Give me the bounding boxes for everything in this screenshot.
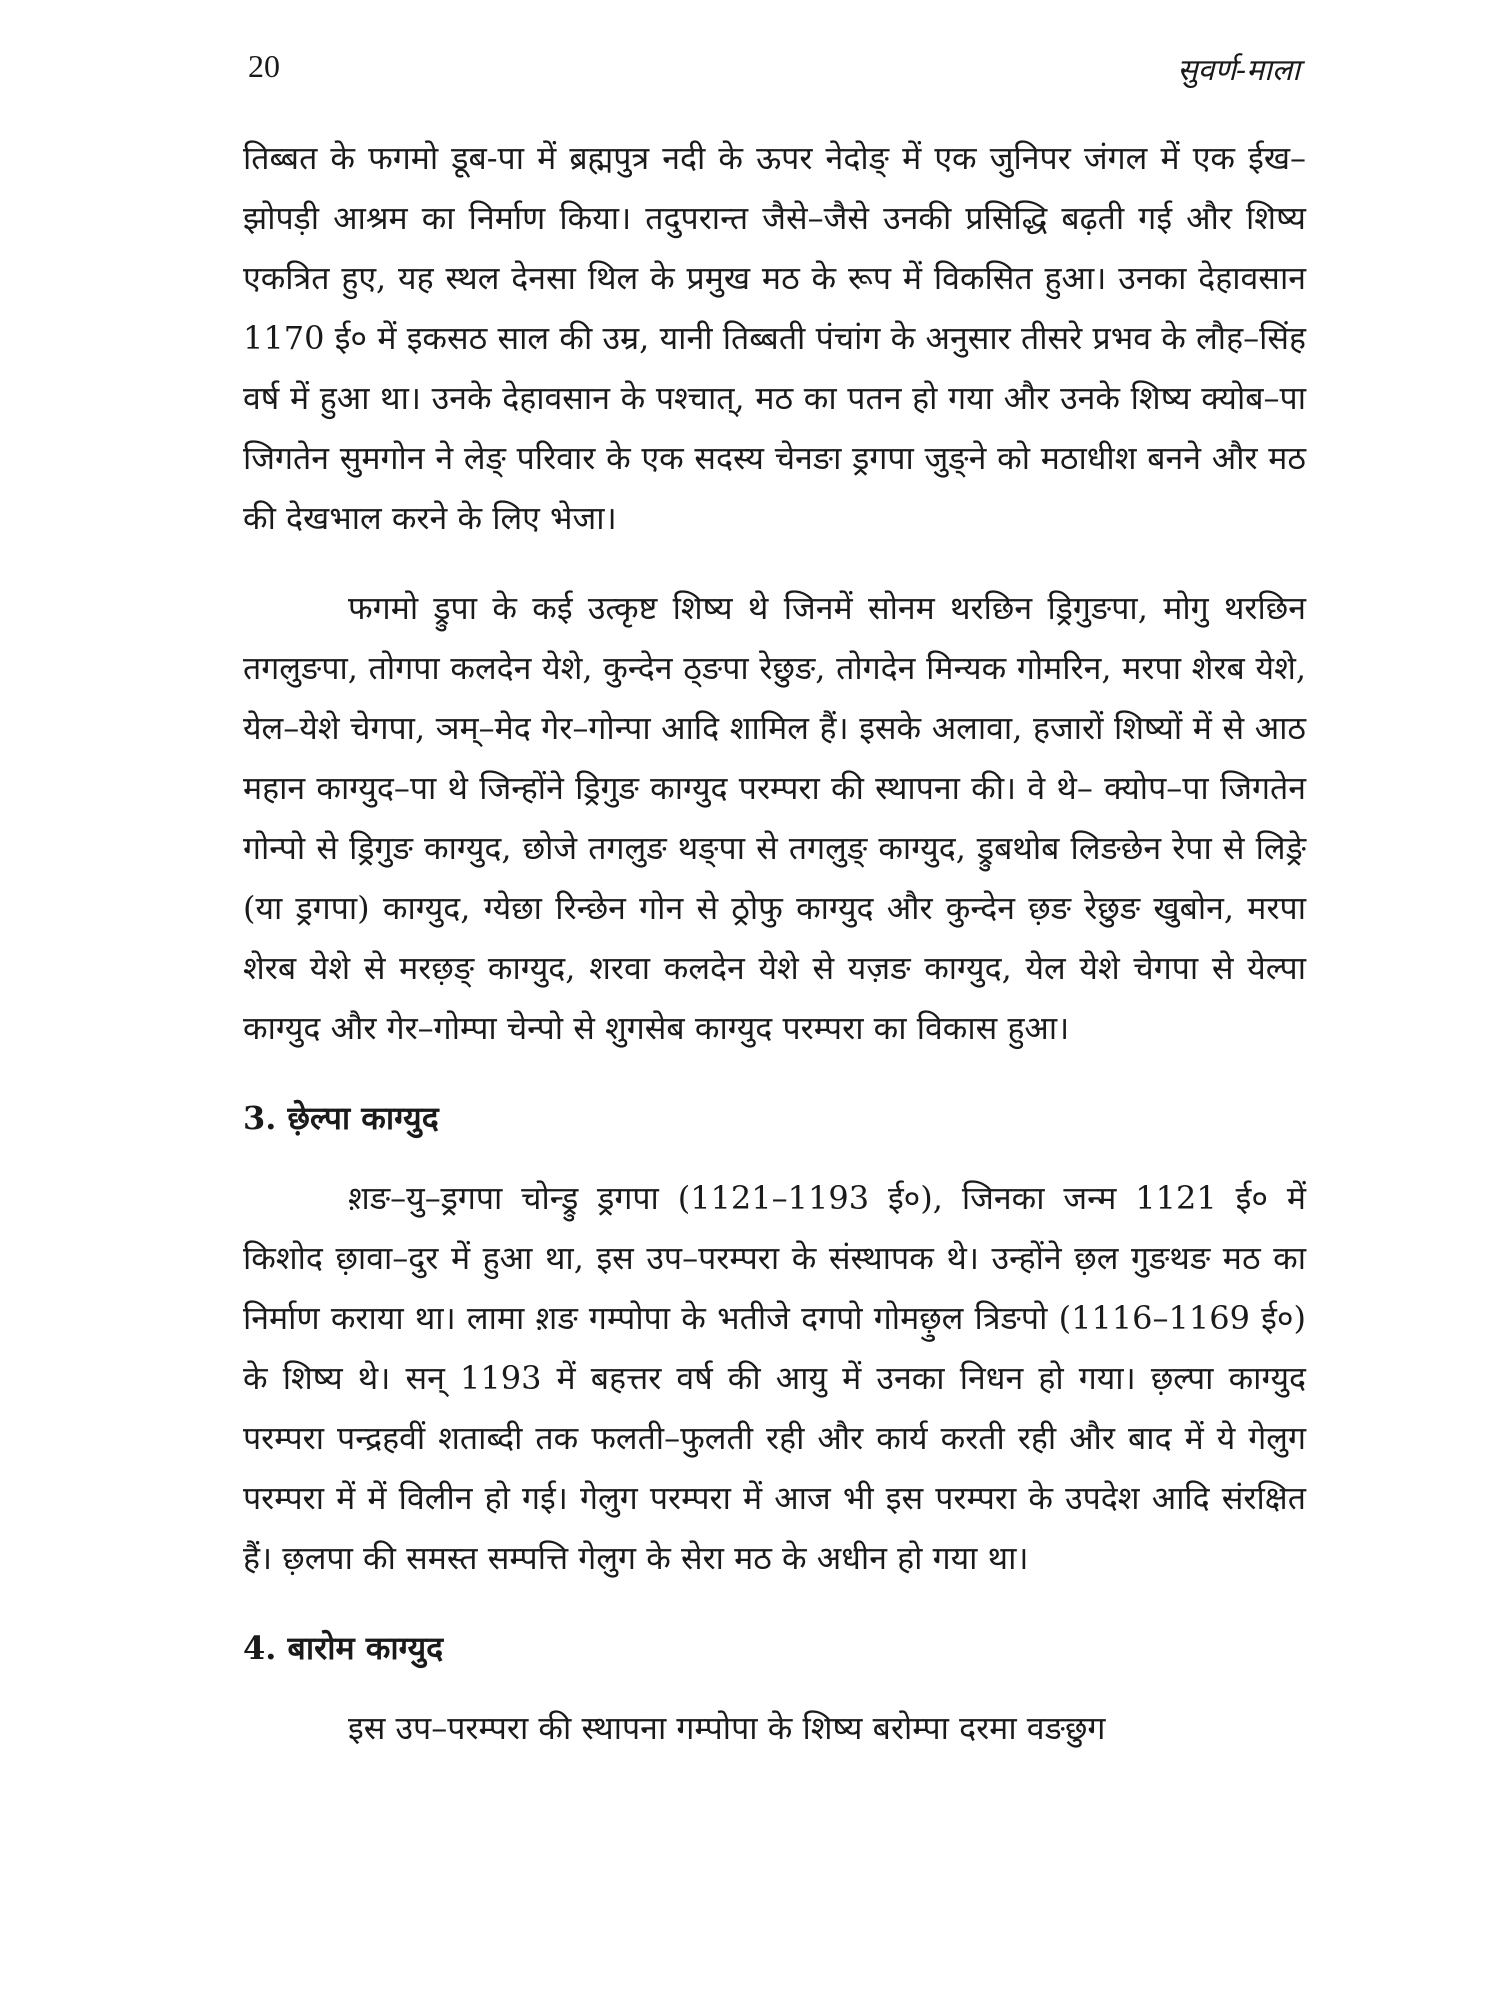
page-header [248, 48, 1300, 98]
running-title: सुवर्ण-माला [1177, 53, 1300, 88]
paragraph-4: इस उप–परम्परा की स्थापना गम्पोपा के शिष्य बरोम्पा दरमा वङछुग [348, 1709, 1106, 1747]
paragraph-1: तिब्बत के फगमो डूब-पा में ब्रह्मपुत्र नदी के ऊपर नेदोङ् में एक जुनिपर जंगल में एक ईख–झोपड़ी आश्रम का निर्माण किया। तदुपरान्त जैसे–जैसे उनकी प्रसिद्धि बढ़ती गई और शिष्य एकत्रित हुए, यह स्थल देनसा थिल के प्रमुख मठ के रूप में विकसित हुआ। उनका देहावसान 1170 ई० में इकसठ साल की उम्र, यानी तिब्बती पंचांग के अनुसार तीसरे प्रभव के लौह–सिंह वर्ष में हुआ था। उनके देहावसान के पश्चात्, मठ का पतन हो गया और उनके शिष्य क्योब–पा जिगतेन सुमगोन ने लेङ् परिवार के एक सदस्य चेनङा ड्रगपा जुङ्ने को मठाधीश बनने और मठ की देखभाल करने के लिए भेजा। [243, 139, 1306, 537]
paragraph-2: फगमो ड्रुपा के कई उत्कृष्ट शिष्य थे जिनमें सोनम थरछिन ड्रिगुङपा, मोगु थरछिन तगलुङपा, तोगपा कलदेन येशे, कुन्देन ठ्ङपा रेछुङ, तोगदेन मिन्यक गोमरिन, मरपा शेरब येशे, येल–येशे चेगपा, ञम्–मेद गेर–गोन्पा आदि शामिल हैं। इसके अलावा, हजारों शिष्यों में से आठ महान काग्युद–पा थे जिन्होंने ड्रिगुङ काग्युद परम्परा की स्थापना की। वे थे– क्योप–पा जिगतेन गोन्पो से ड्रिगुङ काग्युद, छोजे तगलुङ थङ्पा से तगलुङ् काग्युद, ड्रुबथोब लिङछेन रेपा से लिङ्रे (या ड्रगपा) काग्युद, ग्येछा रिन्छेन गोन से ठ्रोफु काग्युद और कुन्देन छ़ङ रेछुङ खुबोन, मरपा शेरब येशे से मरछ़ङ् काग्युद, शरवा कलदेन येशे से यज़ङ काग्युद, येल येशे चेगपा से येल्पा काग्युद और गेर–गोम्पा चेन्पो से शुगसेब काग्युद परम्परा का विकास हुआ। [243, 589, 1306, 1047]
paragraph-3: श़ङ–यु–ड्रगपा चोन्ड्रु ड्रगपा (1121–1193 ई०), जिनका जन्म 1121 ई० में किशोद छ़ावा–दुर में हुआ था, इस उप–परम्परा के संस्थापक थे। उन्होंने छ़ल गुङथङ मठ का निर्माण कराया था। लामा श़ङ गम्पोपा के भतीजे दगपो गोमछ़ुल त्रिङपो (1116–1169 ई०) के शिष्य थे। सन् 1193 में बहत्तर वर्ष की आयु में उनका निधन हो गया। छ़ल्पा काग्युद परम्परा पन्द्रहवीं शताब्दी तक फलती–फुलती रही और कार्य करती रही और बाद में ये गेलुग परम्परा में में विलीन हो गई। गेलुग परम्परा में आज भी इस परम्परा के उपदेश आदि संरक्षित हैं। छ़लपा की समस्त सम्पत्ति गेलुग के सेरा मठ के अधीन हो गया था। [243, 1179, 1306, 1577]
section-heading-4: 4. बारोम काग्युद [243, 1629, 444, 1667]
page-body [243, 128, 1306, 1788]
page-number: 20 [248, 48, 280, 84]
section-heading-3: 3. छ़ेल्पा काग्युद [243, 1099, 439, 1137]
